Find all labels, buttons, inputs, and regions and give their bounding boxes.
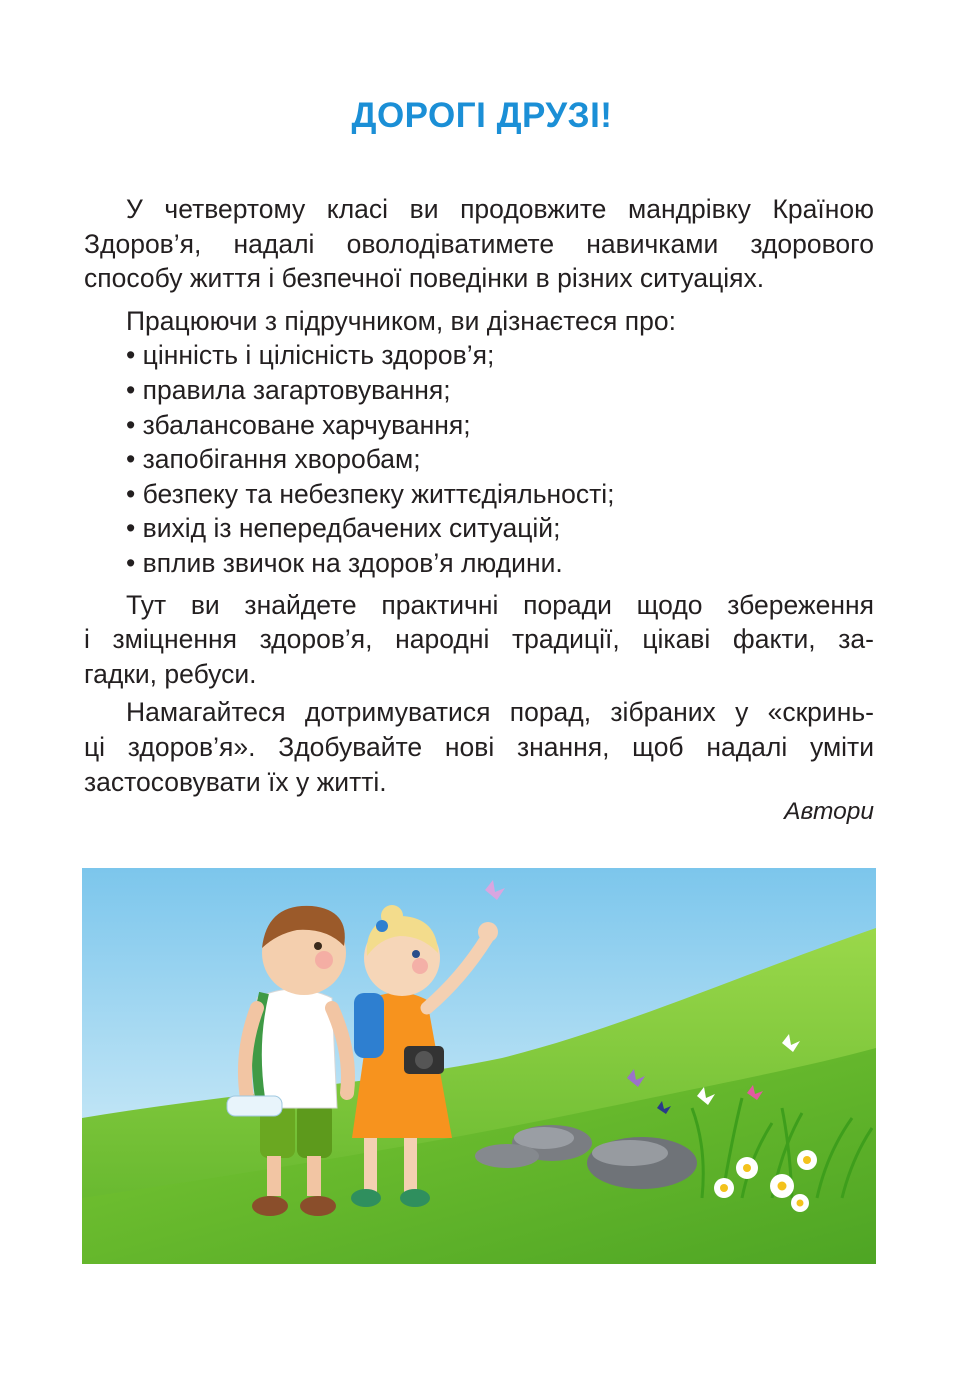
list-item: • цінність і цілісність здоров’я; (126, 340, 495, 371)
list-item: • збалансоване харчування; (126, 409, 471, 440)
text-line: гадки, ребуси. (84, 658, 257, 689)
text-line: Тут ви знайдете практичні поради щодо збереження (126, 589, 874, 620)
topics-list (84, 338, 874, 580)
paragraph-intro (84, 192, 874, 296)
children-hiking-illustration (82, 868, 876, 1264)
list-item: • вихід із непередбачених ситуацій; (126, 513, 561, 544)
page-title: ДОРОГІ ДРУЗІ! (351, 96, 613, 135)
list-item: • запобігання хворобам; (126, 444, 421, 475)
list-item: • правила загартовування; (126, 374, 451, 405)
paragraph-advice (84, 588, 874, 692)
topics-intro: Працюючи з підручником, ви дізнаєтеся про: (126, 305, 676, 336)
authors-signature: Автори (784, 798, 874, 825)
text-line: Здоров’я, надалі оволодіватимете навичками здорового (84, 228, 874, 259)
text-line: способу життя і безпечної поведінки в різних ситуаціях. (84, 263, 765, 294)
list-item: • вплив звичок на здоров’я людини. (126, 547, 563, 578)
paragraph-closing (84, 695, 874, 799)
text-line: ці здоров’я». Здобувайте нові знання, щоб надалі уміти (84, 731, 874, 762)
text-line: У четвертому класі ви продовжите мандрівку Країною (126, 194, 874, 224)
text-line: Намагайтеся дотримуватися порад, зібраних у «скринь- (126, 697, 874, 728)
letter-body (84, 192, 874, 799)
list-item: • безпеку та небезпеку життєдіяльності; (126, 478, 615, 509)
text-line: і зміцнення здоров’я, народні традиції, цікаві факти, за- (84, 624, 874, 655)
text-line: застосовувати їх у житті. (84, 766, 387, 797)
